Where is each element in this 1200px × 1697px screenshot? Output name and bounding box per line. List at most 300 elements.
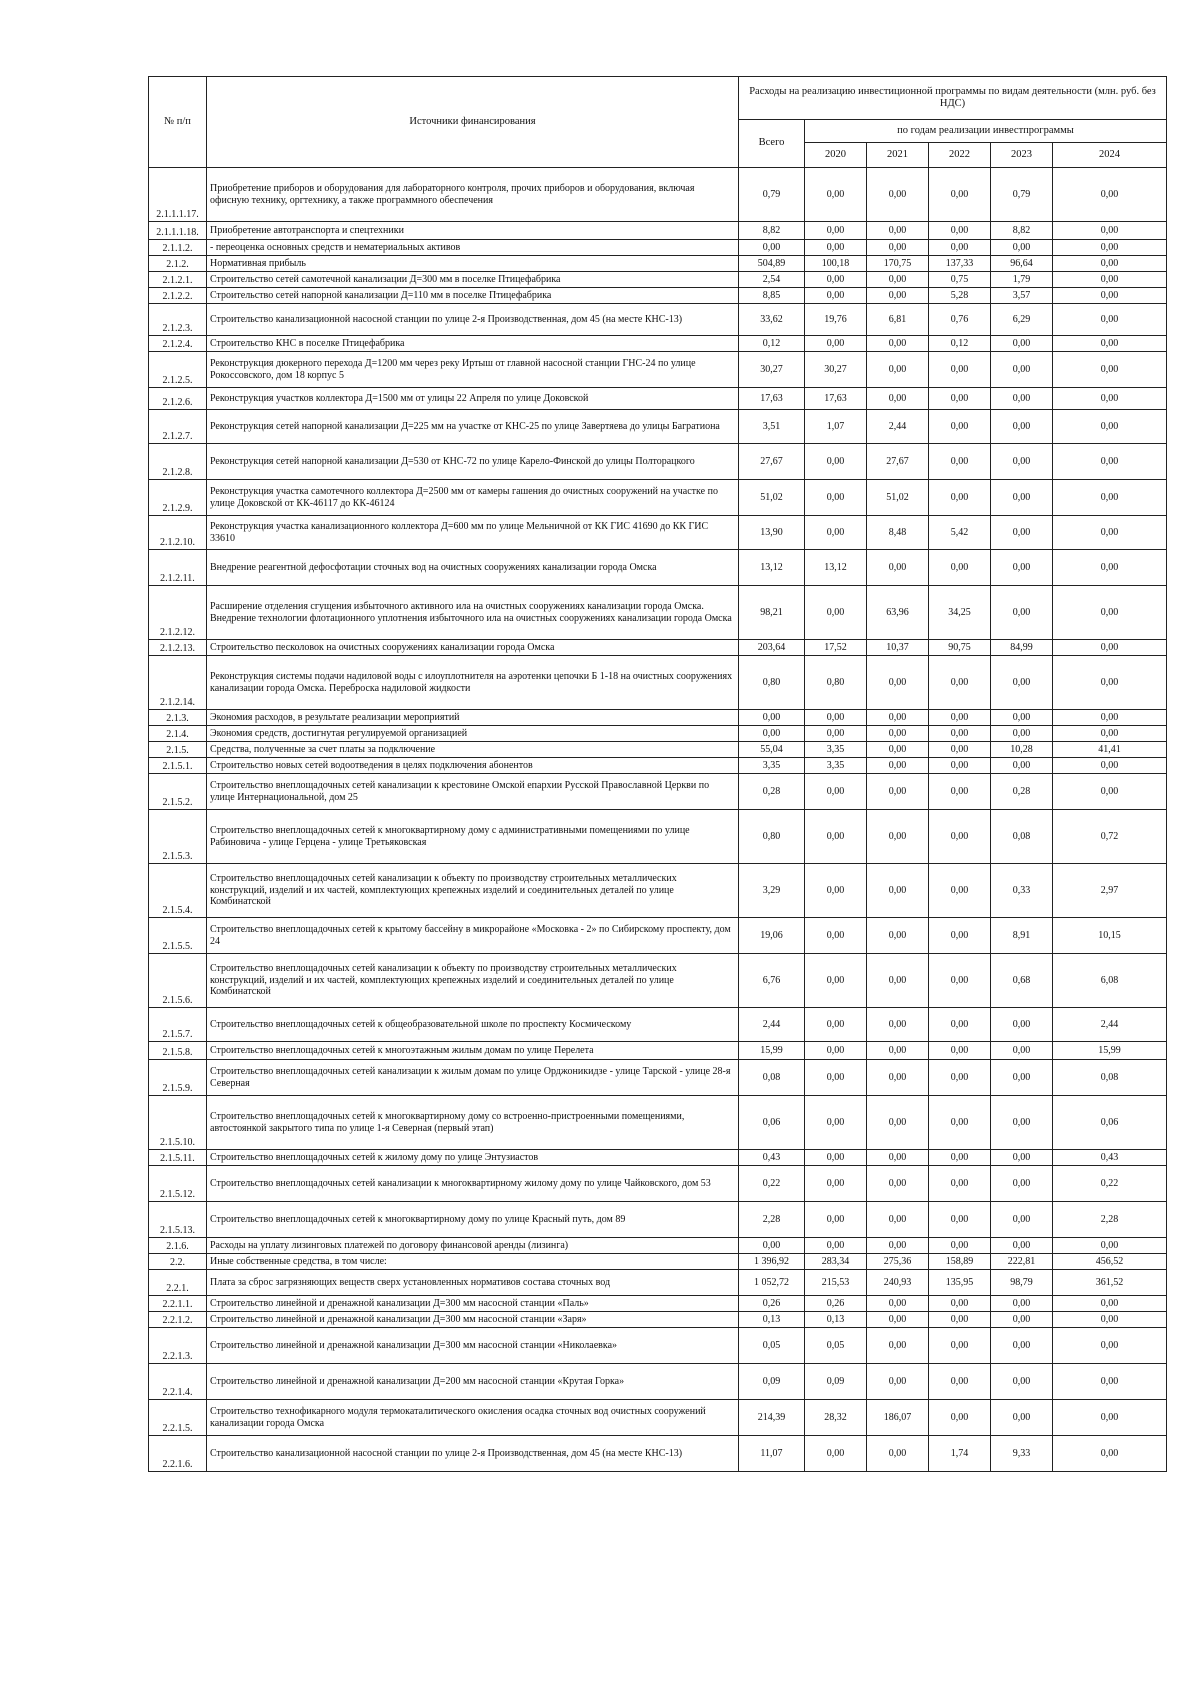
value-2024: 0,00 <box>1053 726 1167 742</box>
table-row <box>149 810 1167 864</box>
value-2024: 6,08 <box>1053 954 1167 1008</box>
table-row <box>149 256 1167 272</box>
value-2022: 135,95 <box>929 1270 991 1296</box>
financing-table-sheet <box>148 76 1166 1472</box>
value-2022: 0,75 <box>929 272 991 288</box>
row-source-name: Строительство внеплощадочных сетей к крытому бассейну в микрорайоне «Московка - 2» по Сибирскому проспекту, дом 24 <box>207 918 739 954</box>
value-2023: 9,33 <box>991 1436 1053 1472</box>
total-value: 98,21 <box>739 586 805 640</box>
value-2021: 0,00 <box>867 1364 929 1400</box>
table-row <box>149 726 1167 742</box>
value-2024: 0,00 <box>1053 304 1167 336</box>
value-2022: 0,00 <box>929 1328 991 1364</box>
row-source-name: Строительство канализационной насосной станции по улице 2-я Производственная, дом 45 (на месте КНС-13) <box>207 304 739 336</box>
value-2022: 0,00 <box>929 1008 991 1042</box>
value-2021: 0,00 <box>867 742 929 758</box>
value-2024: 2,28 <box>1053 1202 1167 1238</box>
value-2020: 0,00 <box>805 1202 867 1238</box>
value-2022: 0,00 <box>929 352 991 388</box>
table-row <box>149 444 1167 480</box>
value-2020: 0,00 <box>805 1060 867 1096</box>
value-2023: 222,81 <box>991 1254 1053 1270</box>
row-source-name: Строительство внеплощадочных сетей к общеобразовательной школе по проспекту Космическому <box>207 1008 739 1042</box>
value-2020: 0,00 <box>805 810 867 864</box>
row-source-name: Строительство внеплощадочных сетей канализации к многоквартирному жилому дому по улице Чайковского, дом 53 <box>207 1166 739 1202</box>
row-source-name: Строительство линейной и дренажной канализации Д=200 мм насосной станции «Крутая Горка» <box>207 1364 739 1400</box>
row-source-name: Строительство линейной и дренажной канализации Д=300 мм насосной станции «Николаевка» <box>207 1328 739 1364</box>
row-number: 2.1.5.3. <box>149 810 207 864</box>
total-value: 3,51 <box>739 410 805 444</box>
value-2023: 0,00 <box>991 1096 1053 1150</box>
value-2020: 1,07 <box>805 410 867 444</box>
value-2020: 0,00 <box>805 1238 867 1254</box>
value-2024: 0,00 <box>1053 388 1167 410</box>
total-value: 2,28 <box>739 1202 805 1238</box>
value-2023: 0,00 <box>991 410 1053 444</box>
table-row <box>149 1270 1167 1296</box>
value-2024: 0,00 <box>1053 352 1167 388</box>
total-value: 0,12 <box>739 336 805 352</box>
value-2023: 0,00 <box>991 388 1053 410</box>
table-row <box>149 1328 1167 1364</box>
total-value: 0,28 <box>739 774 805 810</box>
row-source-name: Строительство КНС в поселке Птицефабрика <box>207 336 739 352</box>
value-2021: 0,00 <box>867 352 929 388</box>
value-2020: 0,00 <box>805 710 867 726</box>
value-2023: 0,00 <box>991 516 1053 550</box>
value-2020: 30,27 <box>805 352 867 388</box>
table-row <box>149 240 1167 256</box>
total-value: 3,29 <box>739 864 805 918</box>
value-2024: 0,00 <box>1053 1296 1167 1312</box>
row-number: 2.2.1.6. <box>149 1436 207 1472</box>
row-source-name: Расширение отделения сгущения избыточного активного ила на очистных сооружениях канализации города Омска. Внедрение технологии флотационного уплотнения избыточного ила на очистных сооружениях канализации города Омска <box>207 586 739 640</box>
value-2020: 3,35 <box>805 742 867 758</box>
value-2022: 0,00 <box>929 1042 991 1060</box>
value-2022: 0,00 <box>929 1400 991 1436</box>
row-number: 2.2.1.4. <box>149 1364 207 1400</box>
value-2021: 0,00 <box>867 1312 929 1328</box>
value-2020: 0,00 <box>805 864 867 918</box>
row-number: 2.1.5.4. <box>149 864 207 918</box>
table-body <box>149 168 1167 1472</box>
value-2020: 0,00 <box>805 222 867 240</box>
row-source-name: Строительство внеплощадочных сетей к многоквартирному дому со встроенно-пристроенными помещениями, автостоянкой закрытого типа по улице 1-я Северная (первый этап) <box>207 1096 739 1150</box>
value-2021: 0,00 <box>867 1008 929 1042</box>
row-number: 2.1.2.12. <box>149 586 207 640</box>
total-value: 504,89 <box>739 256 805 272</box>
row-number: 2.2.1.2. <box>149 1312 207 1328</box>
total-value: 0,00 <box>739 710 805 726</box>
value-2023: 84,99 <box>991 640 1053 656</box>
row-number: 2.1.2.11. <box>149 550 207 586</box>
total-value: 0,09 <box>739 1364 805 1400</box>
table-row <box>149 1364 1167 1400</box>
value-2023: 0,00 <box>991 586 1053 640</box>
value-2021: 0,00 <box>867 1238 929 1254</box>
row-number: 2.1.5.1. <box>149 758 207 774</box>
value-2020: 0,00 <box>805 168 867 222</box>
row-source-name: Строительство внеплощадочных сетей к многоэтажным жилым домам по улице Перелета <box>207 1042 739 1060</box>
table-row <box>149 336 1167 352</box>
value-2020: 0,00 <box>805 1042 867 1060</box>
header-source: Источники финансирования <box>207 77 739 168</box>
row-number: 2.1.3. <box>149 710 207 726</box>
value-2021: 51,02 <box>867 480 929 516</box>
value-2024: 0,00 <box>1053 550 1167 586</box>
row-number: 2.1.4. <box>149 726 207 742</box>
row-number: 2.1.2.2. <box>149 288 207 304</box>
value-2020: 19,76 <box>805 304 867 336</box>
row-source-name: Приобретение автотранспорта и спецтехники <box>207 222 739 240</box>
total-value: 0,79 <box>739 168 805 222</box>
value-2024: 2,44 <box>1053 1008 1167 1042</box>
value-2021: 10,37 <box>867 640 929 656</box>
value-2021: 0,00 <box>867 288 929 304</box>
row-source-name: Строительство линейной и дренажной канализации Д=300 мм насосной станции «Паль» <box>207 1296 739 1312</box>
value-2020: 0,05 <box>805 1328 867 1364</box>
row-number: 2.1.2.1. <box>149 272 207 288</box>
value-2022: 0,00 <box>929 480 991 516</box>
value-2021: 0,00 <box>867 1166 929 1202</box>
row-number: 2.1.2.8. <box>149 444 207 480</box>
row-source-name: Строительство внеплощадочных сетей канализации к объекту по производству строительных металлических конструкций, изделий и их частей, комплектующих крепежных изделий и соединительных деталей по улице Комбинатской <box>207 954 739 1008</box>
total-value: 0,80 <box>739 810 805 864</box>
value-2022: 0,00 <box>929 410 991 444</box>
row-source-name: - переоценка основных средств и нематериальных активов <box>207 240 739 256</box>
value-2021: 275,36 <box>867 1254 929 1270</box>
row-number: 2.2.1.3. <box>149 1328 207 1364</box>
value-2023: 0,00 <box>991 726 1053 742</box>
total-value: 13,90 <box>739 516 805 550</box>
row-number: 2.1.1.2. <box>149 240 207 256</box>
total-value: 19,06 <box>739 918 805 954</box>
table-row <box>149 1096 1167 1150</box>
value-2024: 0,00 <box>1053 410 1167 444</box>
row-number: 2.1.5.12. <box>149 1166 207 1202</box>
row-number: 2.1.5.8. <box>149 1042 207 1060</box>
value-2023: 0,00 <box>991 1238 1053 1254</box>
value-2022: 0,76 <box>929 304 991 336</box>
value-2020: 17,52 <box>805 640 867 656</box>
total-value: 1 396,92 <box>739 1254 805 1270</box>
value-2024: 0,00 <box>1053 1328 1167 1364</box>
value-2024: 15,99 <box>1053 1042 1167 1060</box>
table-row <box>149 550 1167 586</box>
value-2020: 0,00 <box>805 480 867 516</box>
row-source-name: Нормативная прибыль <box>207 256 739 272</box>
value-2022: 0,00 <box>929 1150 991 1166</box>
header-expenses: Расходы на реализацию инвестиционной программы по видам деятельности (млн. руб. без НДС) <box>739 77 1167 120</box>
value-2023: 0,00 <box>991 480 1053 516</box>
total-value: 3,35 <box>739 758 805 774</box>
value-2020: 283,34 <box>805 1254 867 1270</box>
value-2022: 34,25 <box>929 586 991 640</box>
total-value: 15,99 <box>739 1042 805 1060</box>
row-source-name: Строительство линейной и дренажной канализации Д=300 мм насосной станции «Заря» <box>207 1312 739 1328</box>
value-2020: 0,00 <box>805 726 867 742</box>
total-value: 51,02 <box>739 480 805 516</box>
value-2022: 5,42 <box>929 516 991 550</box>
row-source-name: Строительство песколовок на очистных сооружениях канализации города Омска <box>207 640 739 656</box>
value-2020: 0,13 <box>805 1312 867 1328</box>
row-source-name: Строительство сетей напорной канализации Д=110 мм в поселке Птицефабрика <box>207 288 739 304</box>
value-2024: 0,00 <box>1053 758 1167 774</box>
value-2023: 0,00 <box>991 352 1053 388</box>
row-source-name: Экономия расходов, в результате реализации мероприятий <box>207 710 739 726</box>
value-2022: 0,00 <box>929 742 991 758</box>
total-value: 8,82 <box>739 222 805 240</box>
total-value: 1 052,72 <box>739 1270 805 1296</box>
value-2024: 0,08 <box>1053 1060 1167 1096</box>
value-2021: 27,67 <box>867 444 929 480</box>
value-2024: 0,00 <box>1053 1312 1167 1328</box>
row-source-name: Расходы на уплату лизинговых платежей по договору финансовой аренды (лизинга) <box>207 1238 739 1254</box>
row-number: 2.1.5.7. <box>149 1008 207 1042</box>
row-number: 2.1.2.5. <box>149 352 207 388</box>
total-value: 0,13 <box>739 1312 805 1328</box>
row-number: 2.1.2.10. <box>149 516 207 550</box>
value-2023: 0,00 <box>991 758 1053 774</box>
total-value: 0,26 <box>739 1296 805 1312</box>
value-2021: 0,00 <box>867 168 929 222</box>
total-value: 2,54 <box>739 272 805 288</box>
row-source-name: Строительство канализационной насосной станции по улице 2-я Производственная, дом 45 (на месте КНС-13) <box>207 1436 739 1472</box>
value-2024: 0,00 <box>1053 288 1167 304</box>
value-2021: 240,93 <box>867 1270 929 1296</box>
value-2024: 0,00 <box>1053 444 1167 480</box>
row-number: 2.1.2.6. <box>149 388 207 410</box>
value-2022: 0,00 <box>929 1202 991 1238</box>
row-source-name: Иные собственные средства, в том числе: <box>207 1254 739 1270</box>
value-2024: 0,00 <box>1053 656 1167 710</box>
value-2020: 17,63 <box>805 388 867 410</box>
value-2024: 0,00 <box>1053 516 1167 550</box>
row-source-name: Реконструкция участков коллектора Д=1500 мм от улицы 22 Апреля по улице Доковской <box>207 388 739 410</box>
value-2020: 215,53 <box>805 1270 867 1296</box>
row-source-name: Приобретение приборов и оборудования для лабораторного контроля, прочих приборов и оборудования, включая офисную технику, оргтехнику, а также программного обеспечения <box>207 168 739 222</box>
value-2021: 0,00 <box>867 758 929 774</box>
value-2020: 0,00 <box>805 918 867 954</box>
value-2023: 0,00 <box>991 1202 1053 1238</box>
table-row <box>149 1042 1167 1060</box>
table-row <box>149 272 1167 288</box>
row-source-name: Плата за сброс загрязняющих веществ сверх установленных нормативов состава сточных вод <box>207 1270 739 1296</box>
value-2021: 0,00 <box>867 774 929 810</box>
row-source-name: Экономия средств, достигнутая регулируемой организацией <box>207 726 739 742</box>
total-value: 2,44 <box>739 1008 805 1042</box>
row-number: 2.1.5.6. <box>149 954 207 1008</box>
row-number: 2.1.5.11. <box>149 1150 207 1166</box>
value-2021: 0,00 <box>867 864 929 918</box>
table-row <box>149 388 1167 410</box>
table-row <box>149 758 1167 774</box>
header-year-2021: 2021 <box>867 143 929 168</box>
value-2021: 0,00 <box>867 656 929 710</box>
total-value: 17,63 <box>739 388 805 410</box>
row-number: 2.2.1. <box>149 1270 207 1296</box>
total-value: 0,00 <box>739 240 805 256</box>
value-2021: 170,75 <box>867 256 929 272</box>
value-2022: 0,00 <box>929 388 991 410</box>
row-number: 2.2. <box>149 1254 207 1270</box>
value-2024: 0,00 <box>1053 168 1167 222</box>
row-number: 2.1.2.4. <box>149 336 207 352</box>
value-2022: 0,00 <box>929 1238 991 1254</box>
table-row <box>149 918 1167 954</box>
value-2023: 6,29 <box>991 304 1053 336</box>
row-source-name: Строительство внеплощадочных сетей к многоквартирному дому с административными помещениями по улице Рабиновича - улице Герцена - улице Третьяковская <box>207 810 739 864</box>
value-2022: 0,00 <box>929 758 991 774</box>
value-2024: 2,97 <box>1053 864 1167 918</box>
row-number: 2.1.5.5. <box>149 918 207 954</box>
value-2021: 6,81 <box>867 304 929 336</box>
value-2021: 0,00 <box>867 550 929 586</box>
row-source-name: Строительство технофикарного модуля термокаталитического окисления осадка сточных вод очистных сооружений канализации города Омска <box>207 1400 739 1436</box>
header-year-2023: 2023 <box>991 143 1053 168</box>
value-2023: 0,00 <box>991 1166 1053 1202</box>
value-2020: 0,80 <box>805 656 867 710</box>
value-2023: 0,00 <box>991 550 1053 586</box>
value-2024: 361,52 <box>1053 1270 1167 1296</box>
financing-table <box>148 76 1167 1472</box>
value-2023: 1,79 <box>991 272 1053 288</box>
value-2020: 0,00 <box>805 288 867 304</box>
row-number: 2.1.1.1.18. <box>149 222 207 240</box>
value-2024: 0,00 <box>1053 240 1167 256</box>
value-2021: 0,00 <box>867 240 929 256</box>
value-2023: 96,64 <box>991 256 1053 272</box>
value-2022: 0,00 <box>929 444 991 480</box>
value-2020: 0,26 <box>805 1296 867 1312</box>
table-row <box>149 742 1167 758</box>
table-row <box>149 710 1167 726</box>
row-number: 2.1.5.9. <box>149 1060 207 1096</box>
value-2022: 0,00 <box>929 774 991 810</box>
row-number: 2.1.2.3. <box>149 304 207 336</box>
value-2021: 0,00 <box>867 272 929 288</box>
value-2022: 0,00 <box>929 240 991 256</box>
value-2023: 0,00 <box>991 1312 1053 1328</box>
row-source-name: Реконструкция участка канализационного коллектора Д=600 мм по улице Мельничной от КК ГИС 41690 до КК ГИС 33610 <box>207 516 739 550</box>
table-row <box>149 1436 1167 1472</box>
table-row <box>149 1060 1167 1096</box>
value-2021: 0,00 <box>867 726 929 742</box>
value-2024: 456,52 <box>1053 1254 1167 1270</box>
value-2023: 0,00 <box>991 240 1053 256</box>
total-value: 27,67 <box>739 444 805 480</box>
total-value: 0,22 <box>739 1166 805 1202</box>
value-2021: 0,00 <box>867 1042 929 1060</box>
value-2022: 1,74 <box>929 1436 991 1472</box>
value-2021: 63,96 <box>867 586 929 640</box>
value-2023: 0,00 <box>991 656 1053 710</box>
value-2021: 0,00 <box>867 1436 929 1472</box>
value-2024: 0,00 <box>1053 1364 1167 1400</box>
header-total: Всего <box>739 120 805 168</box>
total-value: 0,08 <box>739 1060 805 1096</box>
table-row <box>149 1312 1167 1328</box>
table-header <box>149 77 1167 168</box>
total-value: 11,07 <box>739 1436 805 1472</box>
table-row <box>149 1150 1167 1166</box>
value-2022: 0,12 <box>929 336 991 352</box>
value-2020: 0,00 <box>805 586 867 640</box>
value-2022: 5,28 <box>929 288 991 304</box>
value-2023: 0,00 <box>991 1008 1053 1042</box>
row-number: 2.1.2.7. <box>149 410 207 444</box>
value-2020: 0,00 <box>805 954 867 1008</box>
row-source-name: Строительство сетей самотечной канализации Д=300 мм в поселке Птицефабрика <box>207 272 739 288</box>
value-2020: 0,00 <box>805 1096 867 1150</box>
table-row <box>149 480 1167 516</box>
value-2021: 8,48 <box>867 516 929 550</box>
row-source-name: Реконструкция сетей напорной канализации Д=530 от КНС-72 по улице Карело-Финской до улицы Полторацкого <box>207 444 739 480</box>
value-2022: 137,33 <box>929 256 991 272</box>
value-2022: 0,00 <box>929 710 991 726</box>
value-2023: 0,00 <box>991 1296 1053 1312</box>
value-2021: 186,07 <box>867 1400 929 1436</box>
value-2024: 0,00 <box>1053 640 1167 656</box>
table-row <box>149 774 1167 810</box>
value-2022: 0,00 <box>929 550 991 586</box>
row-number: 2.2.1.1. <box>149 1296 207 1312</box>
row-source-name: Реконструкция системы подачи надиловой воды с илоуплотнителя на аэротенки цепочки Б 1-18 на очистных сооружениях канализации города Омска. Переброска надиловой жидкости <box>207 656 739 710</box>
value-2022: 0,00 <box>929 1296 991 1312</box>
row-number: 2.1.5.13. <box>149 1202 207 1238</box>
row-source-name: Строительство внеплощадочных сетей канализации к объекту по производству строительных металлических конструкций, изделий и их частей, комплектующих крепежных изделий и соединительных деталей по улице Комбинатской <box>207 864 739 918</box>
value-2024: 0,00 <box>1053 774 1167 810</box>
table-row <box>149 1008 1167 1042</box>
total-value: 55,04 <box>739 742 805 758</box>
row-number: 2.1.1.1.17. <box>149 168 207 222</box>
value-2023: 8,91 <box>991 918 1053 954</box>
value-2023: 0,00 <box>991 1328 1053 1364</box>
row-number: 2.1.2.14. <box>149 656 207 710</box>
value-2022: 0,00 <box>929 810 991 864</box>
total-value: 13,12 <box>739 550 805 586</box>
value-2021: 0,00 <box>867 222 929 240</box>
value-2023: 8,82 <box>991 222 1053 240</box>
value-2020: 0,00 <box>805 774 867 810</box>
total-value: 203,64 <box>739 640 805 656</box>
total-value: 0,06 <box>739 1096 805 1150</box>
row-source-name: Строительство новых сетей водоотведения в целях подключения абонентов <box>207 758 739 774</box>
value-2020: 13,12 <box>805 550 867 586</box>
table-row <box>149 410 1167 444</box>
value-2023: 10,28 <box>991 742 1053 758</box>
value-2022: 0,00 <box>929 864 991 918</box>
value-2023: 0,00 <box>991 1150 1053 1166</box>
value-2021: 2,44 <box>867 410 929 444</box>
row-number: 2.1.5.10. <box>149 1096 207 1150</box>
value-2021: 0,00 <box>867 1150 929 1166</box>
value-2022: 158,89 <box>929 1254 991 1270</box>
value-2020: 0,00 <box>805 1436 867 1472</box>
value-2023: 0,00 <box>991 710 1053 726</box>
row-number: 2.2.1.5. <box>149 1400 207 1436</box>
header-year-2020: 2020 <box>805 143 867 168</box>
value-2023: 0,68 <box>991 954 1053 1008</box>
total-value: 0,00 <box>739 726 805 742</box>
value-2024: 10,15 <box>1053 918 1167 954</box>
total-value: 0,80 <box>739 656 805 710</box>
value-2022: 0,00 <box>929 656 991 710</box>
value-2021: 0,00 <box>867 1060 929 1096</box>
table-row <box>149 288 1167 304</box>
value-2020: 100,18 <box>805 256 867 272</box>
value-2020: 0,00 <box>805 516 867 550</box>
